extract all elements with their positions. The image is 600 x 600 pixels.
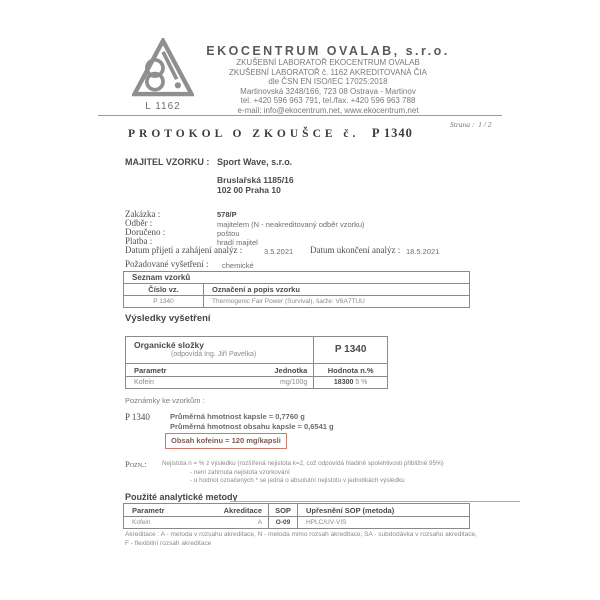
sample-row — [124, 296, 469, 307]
note-label: Pozn.: — [125, 459, 147, 469]
remarks-heading: Poznámky ke vzorkům : — [125, 396, 205, 405]
company-line-6: e-mail: info@ekocentrum.net, www.ekocentrum.net — [237, 105, 419, 115]
remarks-lines — [170, 412, 334, 432]
company-line-4: Martinovská 3248/166, 723 08 Ostrava - Martinov — [240, 86, 416, 96]
methods-header-row — [124, 504, 469, 517]
results-table — [125, 336, 388, 389]
company-line-5: tel. +420 596 963 791, tel./fax. +420 596 963 788 — [240, 96, 416, 106]
methods-data-row — [124, 517, 469, 528]
delivery-label: Doručeno : — [125, 227, 166, 237]
order-value: 578/P — [217, 210, 237, 219]
methods-col-accred: Akreditace — [223, 505, 262, 515]
date-finished-value: 18.5.2021 — [406, 246, 440, 256]
owner-label: MAJITEL VZORKU : — [125, 157, 210, 167]
remarks-sample-id: P 1340 — [125, 412, 150, 422]
header-divider-line — [98, 115, 502, 116]
results-param-unit-header — [126, 364, 314, 376]
samples-col-id-header: Číslo vz. — [124, 284, 204, 295]
note-line-2: - není zahrnuta nejistota vzorkování — [190, 469, 290, 476]
date-received-label: Datum přijetí a zahájení analýz : — [125, 245, 243, 255]
method-accreditation: A — [257, 518, 262, 526]
samples-table-title-row — [124, 272, 469, 284]
methods-param-accred-header — [124, 504, 269, 516]
methods-col-desc: Upřesnění SOP (metoda) — [306, 505, 395, 515]
sample-id: P 1340 — [124, 296, 204, 307]
collection-label: Odběr : — [125, 218, 153, 228]
protocol-number: P 1340 — [371, 126, 413, 140]
remark-capsule-weight: Průměrná hmotnost kapsle = 0,7760 g — [170, 412, 305, 421]
results-sample-id: P 1340 — [334, 344, 367, 355]
method-description: HPLC/UV-VIS — [306, 518, 347, 526]
methods-heading-underline — [230, 501, 520, 502]
cia-triangle-logo-icon — [132, 38, 194, 98]
results-col-unit: Jednotka — [274, 365, 308, 375]
results-responsible-person: (odpovídá Ing. Jiří Pavelka) — [171, 351, 257, 358]
results-heading: Výsledky vyšetření — [125, 313, 211, 324]
company-header — [188, 44, 468, 116]
results-group-name: Organické složky — [134, 340, 204, 350]
results-param-unit-values — [126, 377, 314, 388]
owner-address — [217, 176, 294, 195]
accreditation-logo — [130, 38, 196, 112]
result-uncertainty: 5 % — [353, 378, 368, 386]
owner-address-city: 102 00 Praha 10 — [217, 184, 281, 195]
method-sop-code: O-09 — [269, 517, 298, 528]
examination-value: chemické — [222, 260, 254, 270]
samples-table-title: Seznam vzorků — [132, 273, 191, 282]
methods-param-accred-values — [124, 517, 269, 528]
note-line-3: - u hodnot označených * se jedná o absolutní nejistotu v jednotkách výsledku — [190, 477, 405, 484]
results-group-row — [126, 337, 387, 364]
owner-address-street: Bruslařská 1185/16 — [217, 175, 294, 185]
collection-value: majitelem (N - neakreditovaný odběr vzorku) — [217, 219, 365, 229]
methods-col-sop: SOP — [269, 504, 298, 516]
footnote-line-2: F - flexibilní rozsah akreditace — [125, 540, 212, 547]
samples-table-header-row — [124, 284, 469, 296]
examination-label: Požadované vyšetření : — [125, 259, 209, 269]
methods-heading: Použité analytické metody — [125, 492, 238, 502]
caffeine-content-highlight: Obsah kofeinu = 120 mg/kapsli — [165, 433, 287, 449]
result-unit: mg/100g — [280, 378, 308, 386]
company-name: EKOCENTRUM OVALAB, s.r.o. — [206, 44, 450, 58]
document-title — [128, 124, 428, 142]
results-group-cell — [126, 337, 314, 363]
sample-description: Thermogenic Fair Power (Survival), šarže: V6A7TUU — [212, 297, 365, 305]
company-line-2: ZKUŠEBNÍ LABORATOŘ č. 1162 AKREDITOVANÁ ČIA — [229, 67, 427, 77]
note-line-1: Nejistota n = % z výsledku (rozšířená nejistota k=2, což odpovídá hladině spolehlivosti přibližně 95%) — [162, 460, 444, 467]
logo-accreditation-number: L 1162 — [145, 101, 181, 112]
date-finished-label: Datum ukončení analýz : — [310, 245, 401, 255]
samples-col-desc-header: Označení a popis vzorku — [212, 285, 300, 294]
results-header-row — [126, 364, 387, 377]
company-line-3: dle ČSN EN ISO/IEC 17025:2018 — [268, 77, 388, 87]
payment-label: Platba : — [125, 236, 153, 246]
accreditation-footnotes — [125, 530, 477, 548]
owner-name: Sport Wave, s.r.o. — [217, 157, 293, 167]
results-data-row — [126, 377, 387, 388]
method-parameter: Kofein — [132, 518, 151, 526]
date-received-value: 3.5.2021 — [264, 246, 294, 256]
delivery-value: poštou — [217, 228, 240, 238]
methods-table — [123, 503, 470, 529]
remark-content-weight: Průměrná hmotnost obsahu kapsle = 0,6541 g — [170, 421, 334, 431]
samples-table — [123, 271, 470, 308]
order-label: Zakázka : — [125, 209, 161, 219]
methods-col-param: Parametr — [132, 505, 165, 515]
result-value: 18300 — [333, 378, 354, 386]
result-value-cell — [314, 377, 387, 388]
protocol-title-text: PROTOKOL O ZKOUŠCE č. — [128, 128, 360, 140]
page-number: Strana : 1 / 2 — [450, 120, 492, 129]
payment-value: hradí majitel — [217, 237, 258, 247]
results-col-param: Parametr — [134, 365, 167, 375]
result-parameter: Kofein — [134, 378, 154, 386]
company-line-1: ZKUŠEBNÍ LABORATOŘ EKOCENTRUM OVALAB — [236, 58, 420, 67]
footnote-line-1: Akreditace : A - metoda v rozsahu akreditace, N - metoda mimo rozsah akreditace, SA - subdodávka v rozsahu akreditace, — [125, 531, 477, 538]
results-col-value: Hodnota n.% — [327, 365, 374, 375]
